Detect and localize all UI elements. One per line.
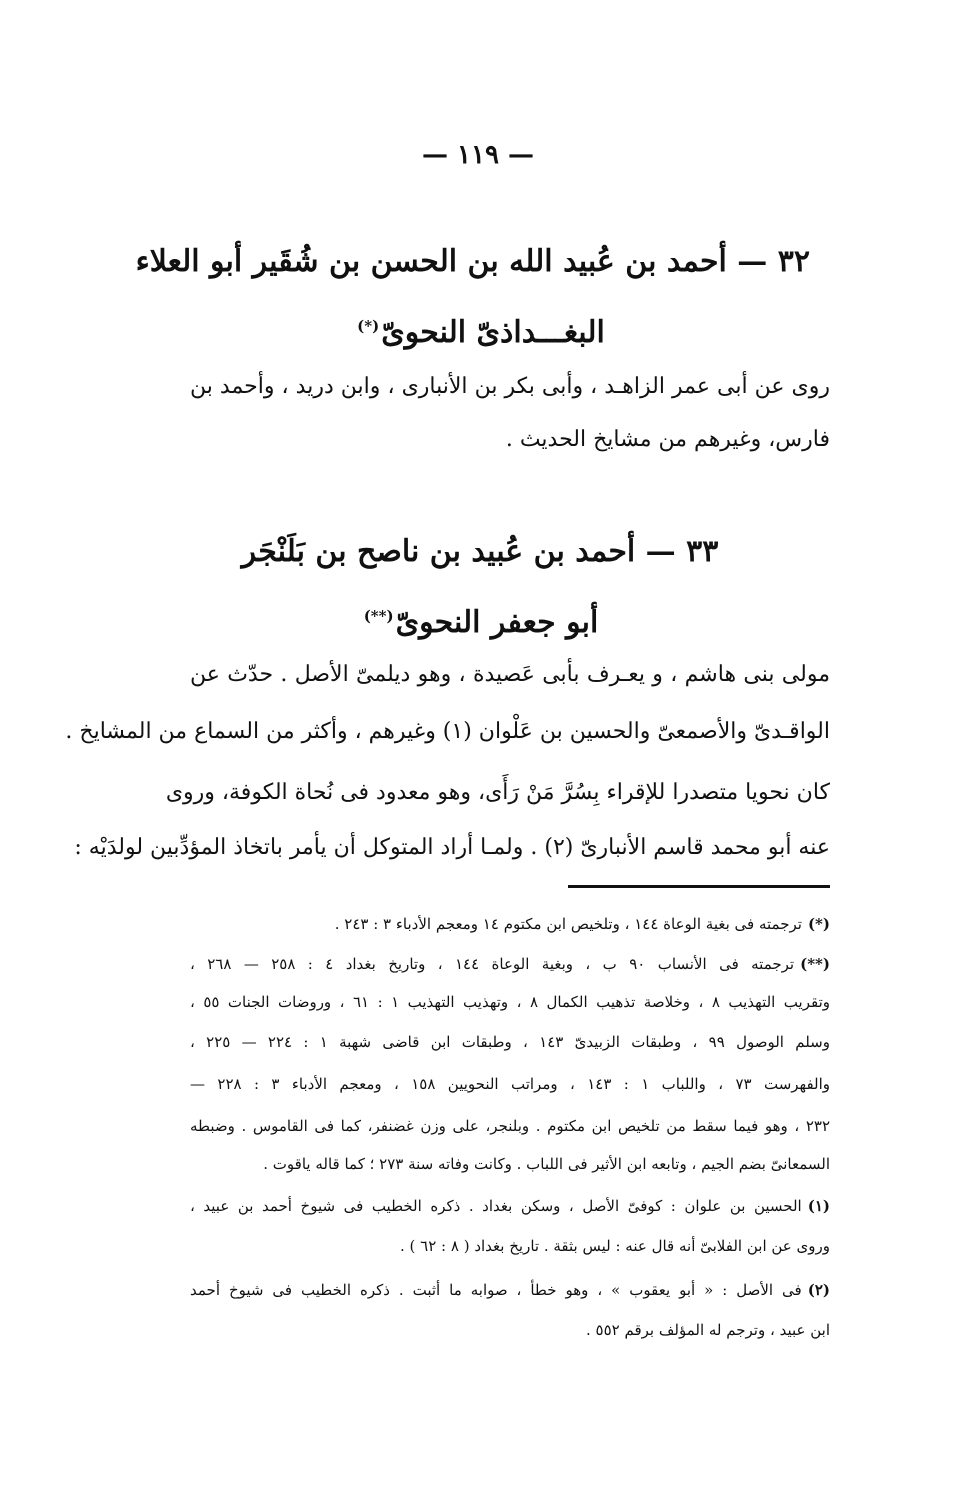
entry-32-title-line-1: ٣٢ — أحمد بن عُبيد الله بن الحسن بن شُقَير أبو العلاء [135,244,810,279]
entry-32-title-line-2 [150,294,810,365]
entry-33-body-line-1: مولى بنى هاشم ، و يعـرف بأبى عَصيدة ، وهو ديلمىّ الأصل . حدّث عن [190,662,830,687]
footnote-1-label: (*) [807,915,830,933]
entry-33-footnote-mark: (**) [363,607,394,625]
footnote-separator [568,885,830,888]
entry-33-body-line-2: الواقـدىّ والأصمعىّ والحسين بن عَلْوان (١) وغيرهم ، وأكثر من السماع من المشايخ . [65,719,830,744]
entry-32-title-line-2-text: البغـــداذىّ النحوىّ [381,315,605,350]
footnote-2-line-2: وتقريب التهذيب ٨ ، وخلاصة تذهيب الكمال ٨ ، وتهذيب التهذيب ١ : ٦١ ، وروضات الجنات ٥٥ ، [190,993,830,1011]
entry-33-title-line-2-text: أبو جعفر النحوىّ [395,605,599,640]
footnote-1-text: ترجمته فى بغية الوعاة ١٤٤ ، وتلخيص ابن مكتوم ١٤ ومعجم الأدباء ٣ : ٢٤٣ . [334,915,802,933]
footnote-2-line-6: السمعانىّ بضم الجيم ، وتابعه ابن الأثير فى اللباب . وكانت وفاته سنة ٢٧٣ ؛ كما قاله ياقوت . [263,1155,830,1173]
footnote-2-line-4: والفهرست ٧٣ ، واللباب ١ : ١٤٣ ، ومراتب النحويين ١٥٨ ، ومعجم الأدباء ٣ : ٢٢٨ — [190,1075,831,1093]
footnote-1-line-1 [190,912,830,936]
footnote-4-line-1 [190,1278,830,1302]
footnote-3-line-2: وروى عن ابن الفلابىّ أنه قال عنه : ليس بثقة . تاريخ بغداد ( ٨ : ٦٢ ) . [400,1237,830,1255]
entry-33-title [150,520,810,655]
footnote-2-label: (**) [800,955,830,973]
footnote-4-text: فى الأصل : « أبو يعقوب » ، وهو خطأ ، صوابه ما أثبت . ذكره الخطيب فى شيوخ أحمد [190,1281,802,1299]
entry-33-body-line-4: عنه أبو محمد قاسم الأنبارىّ (٢) . ولمـا أراد المتوكل أن يأمر باتخاذ المؤدِّبين لولدَيْه : [74,835,830,860]
footnote-3-line-1 [190,1194,830,1218]
footnote-3-text: الحسين بن علوان : كوفىّ الأصل ، وسكن بغداد . ذكره الخطيب فى شيوخ أحمد بن عبيد ، [190,1197,802,1215]
entry-33-title-line-2 [150,584,810,655]
entry-32-title [135,230,810,365]
page-number: — ١١٩ — [421,140,535,170]
footnote-4-label: (٢) [807,1281,830,1299]
entry-32-body-line-1: روى عن أبى عمر الزاهـد ، وأبى بكر بن الأنبارى ، وابن دريد ، وأحمد بن [190,374,830,399]
footnote-4-line-2: ابن عبيد ، وترجم له المؤلف برقم ٥٥٢ . [586,1321,830,1339]
footnote-2-line-5: ٢٣٢ ، وهو فيما سقط من تلخيص ابن مكتوم . وبلنجر، على وزن غضنفر، كما فى القاموس . وضبطه [190,1117,830,1135]
entry-33-body-line-3: كان نحويا متصدرا للإقراء بِسُرَّ مَنْ رَأَى، وهو معدود فى نُحاة الكوفة، وروى [165,780,830,805]
entry-32-footnote-mark: (*) [357,317,380,335]
footnote-2-text: ترجمته فى الأنساب ٩٠ ب ، وبغية الوعاة ١٤٤ ، وتاريخ بغداد ٤ : ٢٥٨ — ٢٦٨ ، [190,955,795,973]
footnote-2-line-3: وسلم الوصول ٩٩ ، وطبقات الزبيدىّ ١٤٣ ، وطبقات ابن قاضى شهبة ١ : ٢٢٤ — ٢٢٥ ، [190,1033,830,1051]
entry-33-title-line-1: ٣٣ — أحمد بن عُبيد بن ناصح بن بَلَنْجَر [241,534,719,569]
footnote-2-line-1 [190,952,830,976]
footnote-3-label: (١) [807,1197,830,1215]
entry-32-body-line-2: فارس، وغيرهم من مشايخ الحديث . [505,427,830,452]
